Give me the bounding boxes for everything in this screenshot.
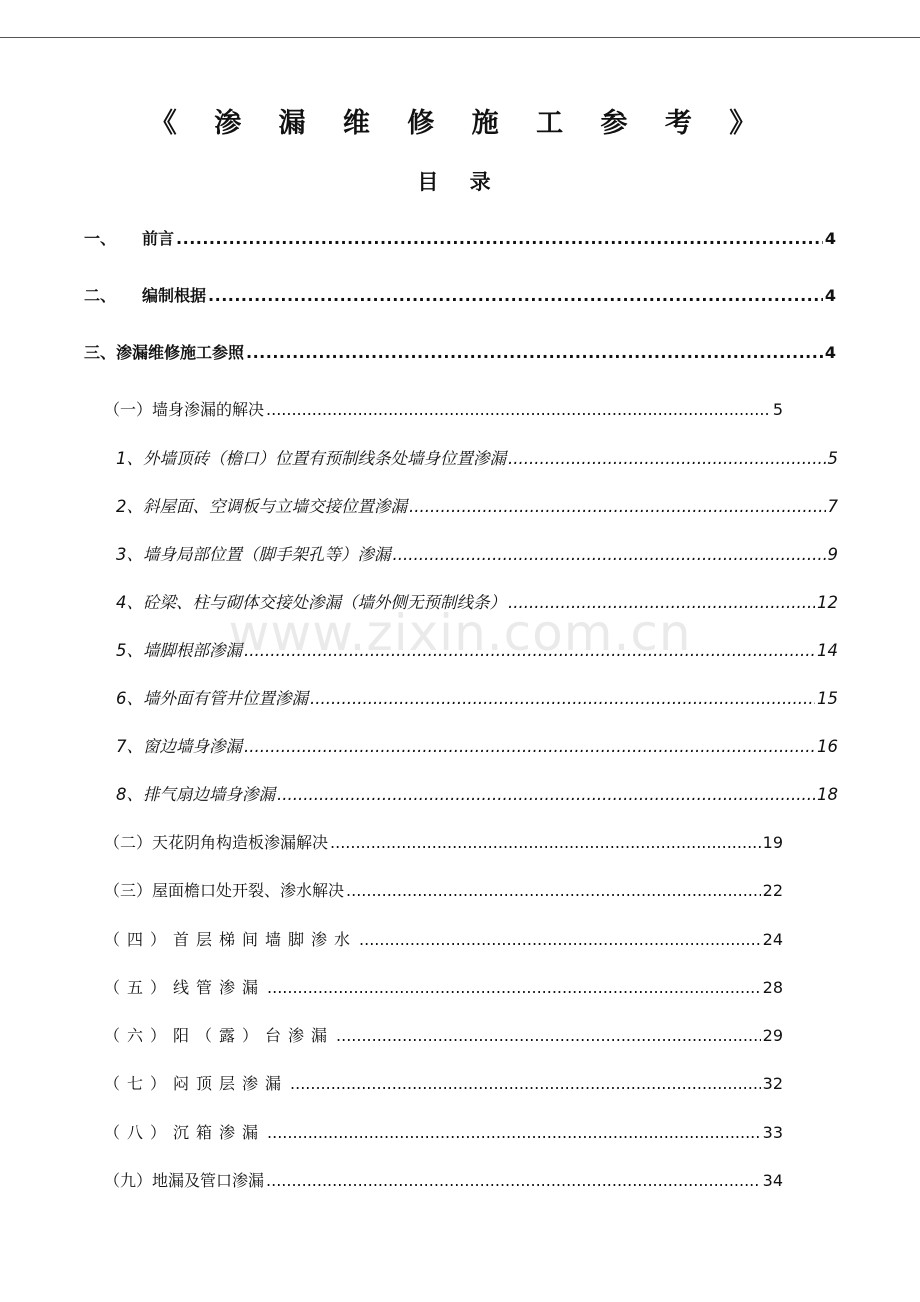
toc-leader-dots xyxy=(244,734,815,760)
toc-entry-text: 三、渗漏维修施工参照 xyxy=(84,343,245,362)
toc-leader-dots xyxy=(277,782,815,808)
toc-entry-stairwell-leak[interactable] xyxy=(104,927,783,953)
toc-entry-page: 32 xyxy=(762,1074,783,1093)
toc-entry-item-1[interactable] xyxy=(116,446,838,472)
toc-leader-dots xyxy=(346,878,761,904)
toc-leader-dots xyxy=(176,226,823,252)
toc-heading: 目 录 xyxy=(417,170,503,194)
watermark-text: www.zixin.com.cn xyxy=(228,604,692,662)
toc-leader-dots xyxy=(266,397,771,423)
toc-entry-attic-leak[interactable] xyxy=(104,1071,783,1097)
toc-leader-dots xyxy=(267,975,761,1001)
toc-entry-sunken-slab-leak[interactable] xyxy=(104,1120,783,1146)
toc-entry-page: 12 xyxy=(817,593,838,612)
toc-entry-eaves-crack[interactable] xyxy=(104,878,783,904)
toc-entry-text: 3、墙身局部位置（脚手架孔等）渗漏 xyxy=(116,545,391,564)
toc-leader-dots xyxy=(508,446,826,472)
toc-entry-ceiling-leak[interactable] xyxy=(104,830,783,856)
toc-leader-dots xyxy=(290,1071,761,1097)
toc-entry-text: （四）首层梯间墙脚渗水 xyxy=(104,930,358,949)
toc-entry-wall-leak[interactable] xyxy=(104,397,783,423)
toc-entry-text: 前言 xyxy=(142,229,175,248)
toc-entry-page: 19 xyxy=(762,833,783,852)
toc-leader-dots xyxy=(330,830,761,856)
toc-entry-page: 4 xyxy=(824,343,836,362)
toc-entry-page: 33 xyxy=(762,1123,783,1142)
toc-leader-dots xyxy=(336,1023,761,1049)
toc-leader-dots xyxy=(409,494,826,520)
toc-entry-item-8[interactable] xyxy=(116,782,838,808)
toc-entry-page: 14 xyxy=(817,641,838,660)
toc-leader-dots xyxy=(208,283,823,309)
toc-entry-text: 7、窗边墙身渗漏 xyxy=(116,737,242,756)
toc-entry-page: 5 xyxy=(827,449,838,468)
toc-entry-item-6[interactable] xyxy=(116,686,838,712)
toc-entry-balcony-leak[interactable] xyxy=(104,1023,783,1049)
toc-entry-text: 4、砼梁、柱与砌体交接处渗漏（墙外侧无预制线条） xyxy=(116,593,506,612)
toc-entry-number: 二、 xyxy=(84,286,117,305)
toc-entry-text: 2、斜屋面、空调板与立墙交接位置渗漏 xyxy=(116,497,407,516)
header-rule xyxy=(0,37,920,38)
toc-entry-text: 5、墙脚根部渗漏 xyxy=(116,641,242,660)
toc-entry-text: 6、墙外面有管井位置渗漏 xyxy=(116,689,308,708)
toc-entry-text: 1、外墙顶砖（檐口）位置有预制线条处墙身位置渗漏 xyxy=(116,449,506,468)
toc-entry-item-7[interactable] xyxy=(116,734,838,760)
toc-leader-dots xyxy=(244,638,815,664)
toc-entry-drain-leak[interactable] xyxy=(104,1168,783,1194)
toc-entry-text: （五）线管渗漏 xyxy=(104,978,266,997)
toc-entry-preface[interactable] xyxy=(84,226,836,252)
toc-entry-text: （六）阳（露）台渗漏 xyxy=(104,1026,335,1045)
toc-entry-number: 一、 xyxy=(84,229,117,248)
toc-entry-item-4[interactable] xyxy=(116,590,838,616)
toc-entry-text: 8、排气扇边墙身渗漏 xyxy=(116,785,275,804)
toc-entry-text: 编制根据 xyxy=(142,286,207,305)
toc-entry-page: 7 xyxy=(827,497,838,516)
toc-entry-page: 29 xyxy=(762,1026,783,1045)
toc-entry-page: 16 xyxy=(817,737,838,756)
toc-entry-item-5[interactable] xyxy=(116,638,838,664)
toc-leader-dots xyxy=(266,1168,761,1194)
toc-leader-dots xyxy=(393,542,826,568)
toc-entry-page: 4 xyxy=(824,229,836,248)
toc-entry-text: （三）屋面檐口处开裂、渗水解决 xyxy=(104,881,345,900)
toc-entry-basis[interactable] xyxy=(84,283,836,309)
toc-entry-text: （一）墙身渗漏的解决 xyxy=(104,400,265,419)
toc-entry-text: （八）沉箱渗漏 xyxy=(104,1123,266,1142)
toc-entry-conduit-leak[interactable] xyxy=(104,975,783,1001)
toc-entry-page: 5 xyxy=(772,400,783,419)
toc-entry-item-2[interactable] xyxy=(116,494,838,520)
toc-entry-page: 24 xyxy=(762,930,783,949)
toc-entry-page: 22 xyxy=(762,881,783,900)
toc-leader-dots xyxy=(246,340,823,366)
toc-leader-dots xyxy=(267,1120,761,1146)
toc-entry-text: （七）闷顶层渗漏 xyxy=(104,1074,289,1093)
toc-entry-page: 28 xyxy=(762,978,783,997)
toc-entry-page: 34 xyxy=(762,1171,783,1190)
toc-entry-text: （二）天花阴角构造板渗漏解决 xyxy=(104,833,329,852)
toc-entry-page: 4 xyxy=(824,286,836,305)
toc-leader-dots xyxy=(310,686,815,712)
toc-entry-page: 18 xyxy=(817,785,838,804)
toc-entry-item-3[interactable] xyxy=(116,542,838,568)
document-title: 《 渗 漏 维 修 施 工 参 考 》 xyxy=(149,108,771,139)
toc-entry-construction-reference[interactable] xyxy=(84,340,836,366)
toc-entry-text: （九）地漏及管口渗漏 xyxy=(104,1171,265,1190)
toc-entry-page: 9 xyxy=(827,545,838,564)
toc-leader-dots xyxy=(508,590,815,616)
toc-leader-dots xyxy=(359,927,761,953)
toc-entry-page: 15 xyxy=(817,689,838,708)
